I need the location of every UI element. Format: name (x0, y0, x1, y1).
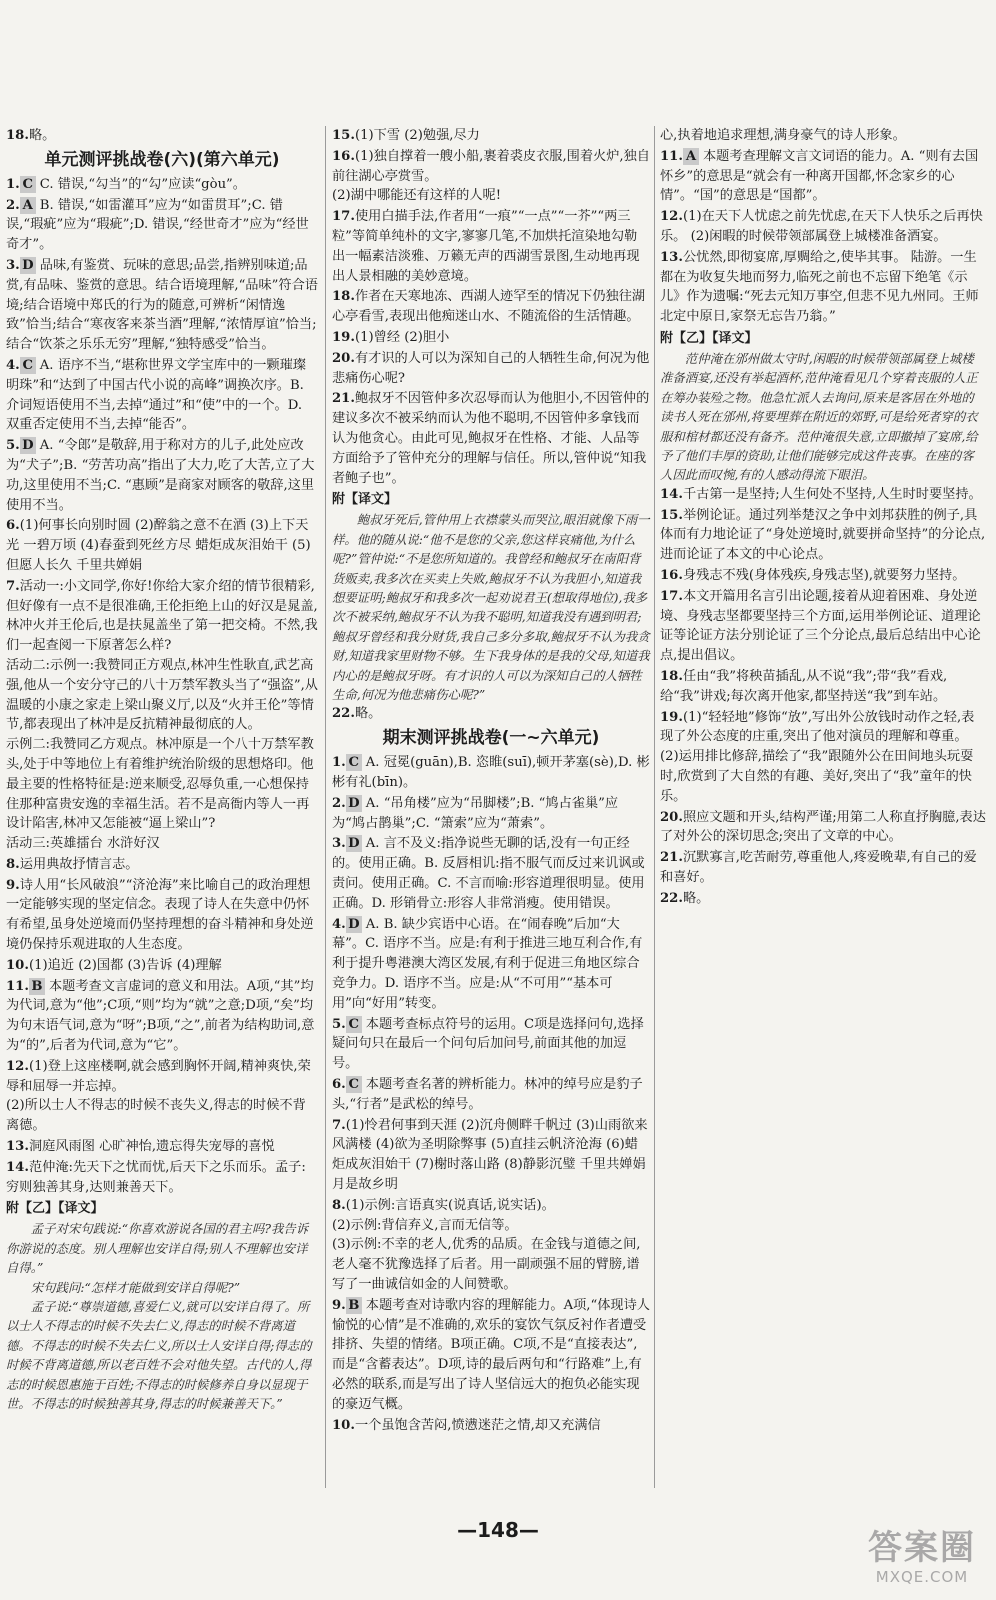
answer-text: 心,执着地追求理想,满身豪气的诗人形象。 (660, 128, 906, 143)
answer-number: 8. (332, 1197, 346, 1213)
answer-text: (1)怜君何事到天涯 (2)沉舟侧畔千帆过 (3)山雨欲来风满楼 (4)欲为圣明除弊事 (5)直挂云帆济沧海 (6)蜡炬成灰泪始干 (7)榭时落山路 (8)静影沉璧 千里共婵娟 月是故乡明 (332, 1117, 648, 1192)
section-title: 单元测评挑战卷(六)(第六单元) (44, 149, 280, 170)
answer-item (6, 855, 318, 875)
answer-number: 8. (6, 856, 20, 872)
answer-list (660, 126, 986, 146)
answer-item (6, 196, 318, 255)
answer-item (332, 794, 650, 834)
answer-choice-box: C (346, 1016, 362, 1033)
answer-number: 2. (6, 197, 20, 213)
translation-block (660, 349, 986, 485)
answer-number: 15. (332, 128, 355, 143)
answer-number: 16. (332, 148, 355, 164)
answer-number: 7. (6, 578, 20, 594)
answer-item (332, 1196, 650, 1295)
answer-number: 9. (6, 877, 20, 893)
answer-text: (1)登上这座楼啊,就会感到胸怀开阔,精神爽快,荣辱和屈辱一并忘掉。 (6, 1058, 311, 1094)
answer-text: (2)运用排比修辞,描绘了“我”跟随外公在田间地头玩耍时,欣赏到了大自然的有趣、美好,突出了“我”童年的快乐。 (660, 749, 974, 804)
appendix-label: 附【译文】 (332, 492, 398, 508)
answer-item (332, 1015, 650, 1074)
watermark-main: 答案圈 (868, 1528, 976, 1568)
answer-text: A. 冠冕(guān),B. 恣睢(suī),顿开茅塞(sè),D. 彬彬有礼(bīn)。 (332, 755, 650, 790)
answer-number: 19. (332, 329, 355, 345)
answer-item (332, 915, 650, 1014)
answer-number: 2. (332, 795, 346, 811)
answer-choice-box: A (20, 197, 36, 214)
answer-choice-box: C (346, 754, 362, 771)
answer-choice-box: D (346, 835, 362, 852)
answer-item (660, 848, 986, 888)
answer-text: C. 错误,“勾当”的“勾”应读“gòu”。 (39, 176, 246, 192)
column-3 (660, 126, 986, 910)
answer-text: 作者在天寒地冻、西湖人迹罕至的情况下仍独往湖心亭看雪,表现出他痴迷山水、不随流俗的生活情趣。 (332, 289, 646, 325)
answer-text: A. “令郎”是敬辞,用于称对方的儿子,此处应改为“犬子”;B. “劳苦功高”指出了大力,吃了大苦,立了大功,这里使用不当;C. “惠顾”是商家对顾客的敬辞,这里使用不当。 (6, 438, 315, 513)
answer-item (332, 1116, 650, 1195)
answer-text: 有才识的人可以为深知自己的人牺牲生命,何况为他悲痛伤心呢? (332, 350, 650, 386)
answer-item (6, 436, 318, 515)
answer-item (660, 126, 986, 146)
watermark-sub: MXQE.COM (875, 1568, 969, 1586)
answer-text: 本题考查文言虚词的意义和用法。A项,“其”均为代词,意为“他”;C项,“则”均为“就”之意;D项,“矣”均为句末语气词,意为“呀”;B项,“之”,前者为结构助词,意为“的”,后者为代词,意为“它”。 (6, 978, 315, 1054)
answer-text: 运用典故抒情言志。 (19, 856, 139, 872)
answer-text: 活动二:示例一:我赞同正方观点,林冲生性耿直,武艺高强,他从一个安分守己的八十万禁军教头当了“强盗”,从温暖的小康之家走上梁山聚义厅,以及“火并王伦”等情节,都表现出了林冲是反抗精神最彻底的人。 (6, 657, 318, 733)
answer-item (332, 207, 650, 286)
appendix-label: 附【乙】【译文】 (6, 1201, 104, 1217)
answer-item (6, 356, 318, 435)
answer-number: 21. (332, 391, 355, 407)
answer-number: 5. (332, 1016, 346, 1032)
answer-item (660, 566, 986, 586)
answer-number: 10. (332, 1417, 355, 1433)
answer-text: (1)在天下人忧虑之前先忧虑,在天下人快乐之后再快乐。 (2)闲暇的时候带领部属登上城楼准备酒宴。 (660, 209, 983, 244)
answer-item (332, 349, 650, 389)
answer-item (332, 704, 650, 724)
answer-number: 3. (6, 257, 20, 273)
answer-number: 16. (660, 568, 683, 583)
answer-number: 18. (660, 668, 683, 684)
answer-item (332, 1075, 650, 1115)
answer-number: 18. (332, 289, 355, 305)
answer-item (6, 1057, 318, 1136)
answer-item (660, 587, 986, 666)
answer-number: 7. (332, 1117, 346, 1133)
answer-item (332, 753, 650, 793)
answer-text: 范仲淹:先天下之忧而忧,后天下之乐而乐。孟子:穷则独善其身,达则兼善天下。 (6, 1159, 306, 1195)
answer-item (6, 256, 318, 355)
answer-number: 17. (660, 588, 683, 604)
answer-number: 20. (660, 809, 683, 825)
answer-text: 身残志不残(身体残疾,身残志坚),就要努力坚持。 (682, 568, 966, 583)
answer-item (332, 834, 650, 913)
answer-text: 鲍叔牙不因管仲多次忍辱而认为他胆小,不因管仲的建议多次不被采纳而认为他不聪明,不因管仲多拿钱而认为他贪心。由此可见,鲍叔牙在性格、才能、人品等方面给予了管仲充分的理解与信任。所以,管仲说“知我者鲍子也”。 (332, 391, 650, 486)
answer-number: 14. (6, 1159, 29, 1175)
answer-item (6, 577, 318, 854)
answer-choice-box: C (20, 357, 36, 374)
answer-text: 本题考查名著的辨析能力。林冲的绰号应是豹子头,“行者”是武松的绰号。 (332, 1076, 643, 1112)
answer-item (6, 977, 318, 1056)
answer-text: (1)示例:言语真实(说真话,说实话)。 (345, 1197, 555, 1213)
answer-item (660, 506, 986, 565)
page-number: —148— (457, 1518, 539, 1542)
answer-choice-box: C (20, 176, 36, 193)
answer-text: A. 语序不当,“堪称世界文学宝库中的一颗璀璨明珠”和“达到了中国古代小说的高峰”调换次序。B. 介词短语使用不当,去掉“通过”和“使”中的一个。D. 双重否定使用不当,去掉“能否”。 (6, 357, 306, 433)
answer-number: 9. (332, 1297, 346, 1313)
answer-text: A. B. 缺少宾语中心语。在“闹春晚”后加“大幕”。C. 语序不当。应是:有利于推进三地互利合作,有利于提升粤港澳大湾区发展,有利于促进三角地区综合竞争力。D. 语序不当。应是:从“不可用”“基本可用”向“好用”转变。 (332, 916, 643, 1011)
answer-number: 22. (332, 706, 355, 722)
answer-number: 22. (660, 890, 683, 906)
answer-text: 本题考查对诗歌内容的理解能力。A项,“体现诗人愉悦的心情”是不准确的,欢乐的宴饮气氛反衬作者遭受排挤、失望的情绪。B项正确。C项,不是“直接表达”,而是“含蓄表达”。D项,诗的最后两句和“行路难”上,有必然的联系,而是写出了诗人坚信远大的抱负必能实现的豪迈气概。 (332, 1297, 650, 1412)
answer-item (332, 287, 650, 327)
answer-item (332, 389, 650, 488)
answer-text: (1)独自撑着一艘小船,裹着裘皮衣服,围着火炉,独自前往湖心亭赏雪。 (332, 148, 650, 184)
answer-item (6, 516, 318, 575)
answer-text: A. “吊角楼”应为“吊脚楼”;B. “鸠占雀巢”应为“鸠占鹊巢”;C. “箫索”应为“萧索”。 (332, 795, 619, 831)
answer-text: (1)下雪 (2)勉强,尽力 (354, 128, 480, 143)
translation-paragraph: 孟子对宋句践说:“你喜欢游说各国的君主吗?我告诉你游说的态度。别人理解也安详自得;别人不理解也安详自得。” (6, 1221, 309, 1276)
answer-text: 洞庭风雨图 心旷神怡,遗忘得失宠辱的喜悦 (28, 1139, 275, 1155)
answer-list (660, 485, 986, 909)
answer-text: 活动一:小文同学,你好!你给大家介绍的情节很精彩,但好像有一点不是很准确,王伦拒绝上山的好汉是晁盖,林冲火并王伦后,也是扶晁盖坐了第一把交椅。不然,我们一起查阅一下原著怎么样? (6, 578, 318, 654)
answer-item (6, 1137, 318, 1157)
translation-block (332, 510, 650, 704)
answer-text: (1)曾经 (2)胆小 (354, 329, 450, 345)
answer-number: 5. (6, 438, 20, 454)
answer-text: 沉默寡言,吃苦耐劳,尊重他人,疼爱晚辈,有自己的爱和喜好。 (660, 850, 977, 885)
answer-list (660, 147, 986, 327)
section-title: 期末测评挑战卷(一~六单元) (382, 728, 600, 749)
answer-item (660, 207, 986, 247)
answer-choice-box: C (346, 1076, 362, 1093)
answer-text: 示例二:我赞同乙方观点。林冲原是一个八十万禁军教头,处于中等地位上有着维护统治阶级的思想烙印。他最主要的性格特征是:逆来顺受,忍辱负重,一心想保持住那种富贵安逸的幸福生活。若不是高衙内等人一再设计陷害,林冲又怎能被“逼上梁山”? (6, 737, 314, 832)
answer-number: 1. (6, 176, 20, 192)
answer-number: 13. (660, 249, 683, 265)
translation-paragraph: 孟子说:“尊崇道德,喜爱仁义,就可以安详自得了。所以士人不得志的时候不失去仁义,得志的时候不背离道德。不得志的时候不失去仁义,所以士人安详自得;得志的时候不背离道德,所以老百姓不会对他失望。古代的人,得志的时候恩惠施于百姓;不得志的时候修养自身以显现于世。不得志的时候独善其身,得志的时候兼善天下。” (6, 1299, 312, 1412)
answer-text: 举例论证。通过列举楚汉之争中刘邦获胜的例子,具体而有力地论证了“身处逆境时,就要拼命坚持”的分论点,进而论证了本文的中心论点。 (660, 507, 986, 563)
answer-number: 15. (660, 507, 683, 523)
answer-choice-box: D (346, 916, 362, 933)
answer-number: 17. (332, 209, 355, 225)
answer-item (6, 956, 318, 976)
answer-number: 21. (660, 850, 683, 866)
answer-number: 19. (660, 709, 683, 725)
answer-item (660, 147, 986, 206)
answer-number: 14. (660, 486, 683, 502)
answer-text: B. 错误,“如雷灌耳”应为“如雷贯耳”;C. 错误,“瑕疵”应为“瑕疵”;D. 错误,“经世奇才”应为“经世奇才”。 (6, 197, 309, 253)
answer-choice-box: D (20, 437, 36, 454)
answer-list (332, 753, 650, 1435)
appendix-label: 附【乙】【译文】 (660, 330, 758, 346)
answer-text: 一个虽饱含苦闷,愤懑迷茫之情,却又充满信 (354, 1417, 601, 1433)
answer-text: 品味,有鉴赏、玩味的意思;品尝,指辨别味道;品赏,有品味、鉴赏的意思。结合语境理解,“品味”符合语境;结合语境中郑氏的行为的随意,可辨析“闲情逸致”恰当;结合“寒夜客来茶当酒”理解,“浓情厚谊”恰当;结合“饮茶之乐乐无穷”理解,“独特感受”恰当。 (6, 257, 318, 353)
answer-number: 11. (660, 148, 683, 164)
answer-choice-box: A (683, 148, 699, 165)
answer-text: (3)示例:不幸的老人,优秀的品质。在金钱与道德之间,老人毫不犹豫选择了后者。用一副顽强不屈的臂膀,谱写了一曲诚信如金的人间赞歌。 (332, 1237, 641, 1292)
answer-text: 本题考查标点符号的运用。C项是选择问句,选择疑问句只在最后一个问句后加问号,前面其他的加逗号。 (332, 1016, 644, 1072)
translation-paragraph: 鲍叔牙死后,管仲用上衣襟蒙头而哭泣,眼泪就像下雨一样。他的随从说:“他不是您的父亲,您这样哀痛他,为什么呢?”管仲说:“不是您所知道的。我曾经和鲍叔牙在南阳背货贩卖,我多次在买卖上失败,鲍叔牙不认为我胆小,知道我想要证明;鲍叔牙和我多次一起劝说君王(想取得地位),我多次不被采纳,鲍叔牙不认为我不聪明,知道我没有遇到明君;鲍叔牙曾经和我分财货,我自己多分多取,鲍叔牙不认为我贪财,知道我家里财物不够。生下我身体的是我的父母,知道我内心的是鲍叔牙呀。有才识的人可以为深知自己的人牺牲生命,何况为他悲痛伤心呢?” (332, 512, 650, 702)
answer-choice-box: D (20, 257, 36, 274)
answer-text: 略。 (682, 890, 710, 906)
answer-text: 本文开篇用名言引出论题,接着从迎着困难、身处逆境、身残志坚都要坚持三个方面,运用举例论证、道理论证等论证方法分别论证了三个分论点,最后总结出中心论点,提出倡议。 (660, 588, 981, 664)
translation-paragraph: 范仲淹在邠州做太守时,闲暇的时候带领部属登上城楼准备酒宴,还没有举起酒杯,范仲淹看见几个穿着丧服的人正在筹办装殓之物。他急忙派人去询问,原来是客居在外地的读书人死在邠州,将要埋葬在附近的郊野,可是给死者穿的衣服和棺材都还没有备齐。范仲淹很失意,立即撤掉了宴席,给予了他们丰厚的资助,让他们能够完成这件丧事。在座的客人因此而叹惋,有的人感动得流下眼泪。 (660, 350, 978, 483)
column-divider (325, 126, 326, 1488)
answer-item (6, 1158, 318, 1198)
answer-text: 千古第一是坚持;人生何处不坚持,人生时时要坚持。 (682, 486, 982, 502)
answer-item (660, 667, 986, 707)
answer-number: 10. (6, 957, 29, 973)
answer-text: 诗人用“长风破浪”“济沧海”来比喻自己的政治理想一定能够实现的坚定信念。表现了诗人在失意中仍怀有希望,虽身处逆境而仍坚持理想的奋斗精神和身处逆境仍保持乐观进取的人生态度。 (6, 877, 314, 953)
answer-text: 活动三:英雄擂台 水浒好汉 (6, 836, 160, 852)
answer-item (660, 248, 986, 327)
answer-number: 4. (6, 357, 20, 373)
answer-text: 本题考查理解文言文词语的能力。A. “则有去国怀乡”的意思是“就会有一种离开国都,怀念家乡的心情”。“国”的意思是“国都”。 (660, 148, 979, 204)
translation-paragraph: 宋句践问:“怎样才能做到安详自得呢?” (30, 1279, 241, 1295)
answer-item (332, 126, 650, 146)
answer-choice-box: D (346, 795, 362, 812)
answer-number: 1. (332, 755, 346, 771)
answer-list (332, 704, 650, 724)
answer-item (6, 175, 318, 195)
answer-item (660, 889, 986, 909)
column-2 (332, 126, 650, 1436)
answer-text: (1)“轻轻地”修饰“放”,写出外公放钱时动作之轻,表现了外公态度的庄重,突出了他对演员的理解和尊重。 (660, 709, 975, 745)
watermark-logo (862, 1528, 982, 1586)
answer-item (332, 328, 650, 348)
answer-text: (1)何事长向别时圆 (2)醉翁之意不在酒 (3)上下天光 一碧万顷 (4)春蚕到死丝方尽 蜡炬成灰泪始干 (5)但愿人长久 千里共婵娟 (6, 518, 311, 573)
answer-text: (1)追近 (2)国都 (3)告诉 (4)理解 (28, 957, 222, 973)
answer-item (660, 485, 986, 505)
answer-item: 18.略。 (6, 128, 56, 143)
answer-text: 使用白描手法,作者用“一痕”“一点”“一芥”“两三粒”等简单纯朴的文字,寥寥几笔,不加烘托渲染地勾勒出一幅素洁淡雅、万籁无声的西湖雪景图,生动地再现出人景相融的美妙意境。 (332, 209, 640, 284)
answer-text: A. 言不及义:指净说些无聊的话,没有一句正经的。使用正确。B. 反唇相讥:指不服气而反过来讥讽或责问。使用正确。C. 不言而喻:形容道理很明显。使用正确。D. 形销骨立:形容人非常消瘦。使用错误。 (332, 836, 645, 911)
column-1 (6, 126, 318, 1414)
answer-list (332, 126, 650, 488)
column-divider (654, 126, 655, 1488)
answer-item (660, 708, 986, 807)
answer-number: 12. (6, 1058, 29, 1074)
answer-number: 13. (6, 1139, 29, 1155)
answer-number: 6. (6, 518, 20, 534)
answer-choice-box: B (346, 1297, 362, 1314)
answer-text: (2)示例:背信弃义,言而无信等。 (332, 1217, 518, 1233)
answer-number: 20. (332, 350, 355, 366)
answer-text: (2)所以士人不得志的时候不丧失义,得志的时候不背离德。 (6, 1098, 306, 1134)
answer-text: 公忧然,即彻宴席,厚赒给之,使毕其事。 陆游。一生都在为收复失地而努力,临死之前也不忘留下绝笔《示儿》作为遗嘱:“死去元知万事空,但悲不见九州同。王师北定中原日,家祭无忘告乃翁。” (660, 249, 979, 325)
answer-item (6, 876, 318, 955)
answer-number: 12. (660, 209, 683, 225)
answer-item (332, 147, 650, 206)
answer-number: 6. (332, 1076, 346, 1092)
answer-item (332, 1296, 650, 1415)
answer-text: (2)湖中哪能还有这样的人呢! (332, 188, 502, 204)
answer-item (332, 1416, 650, 1436)
answer-number: 3. (332, 836, 346, 852)
answer-item (660, 808, 986, 848)
answer-text: 照应文题和开头,结构严谨;用第二人称直抒胸臆,表达了对外公的深切思念;突出了文章的中心。 (660, 809, 986, 845)
answer-text: 任由“我”将秧苗插乱,从不说“我”;带“我”看戏,给“我”讲戏;每次离开他家,都坚持送“我”到车站。 (660, 668, 948, 704)
answer-text: 略。 (354, 706, 382, 722)
answer-choice-box: B (29, 978, 45, 995)
answer-number: 4. (332, 916, 346, 932)
translation-block (6, 1219, 318, 1413)
answer-number: 11. (6, 978, 29, 994)
answer-list (6, 175, 318, 1198)
